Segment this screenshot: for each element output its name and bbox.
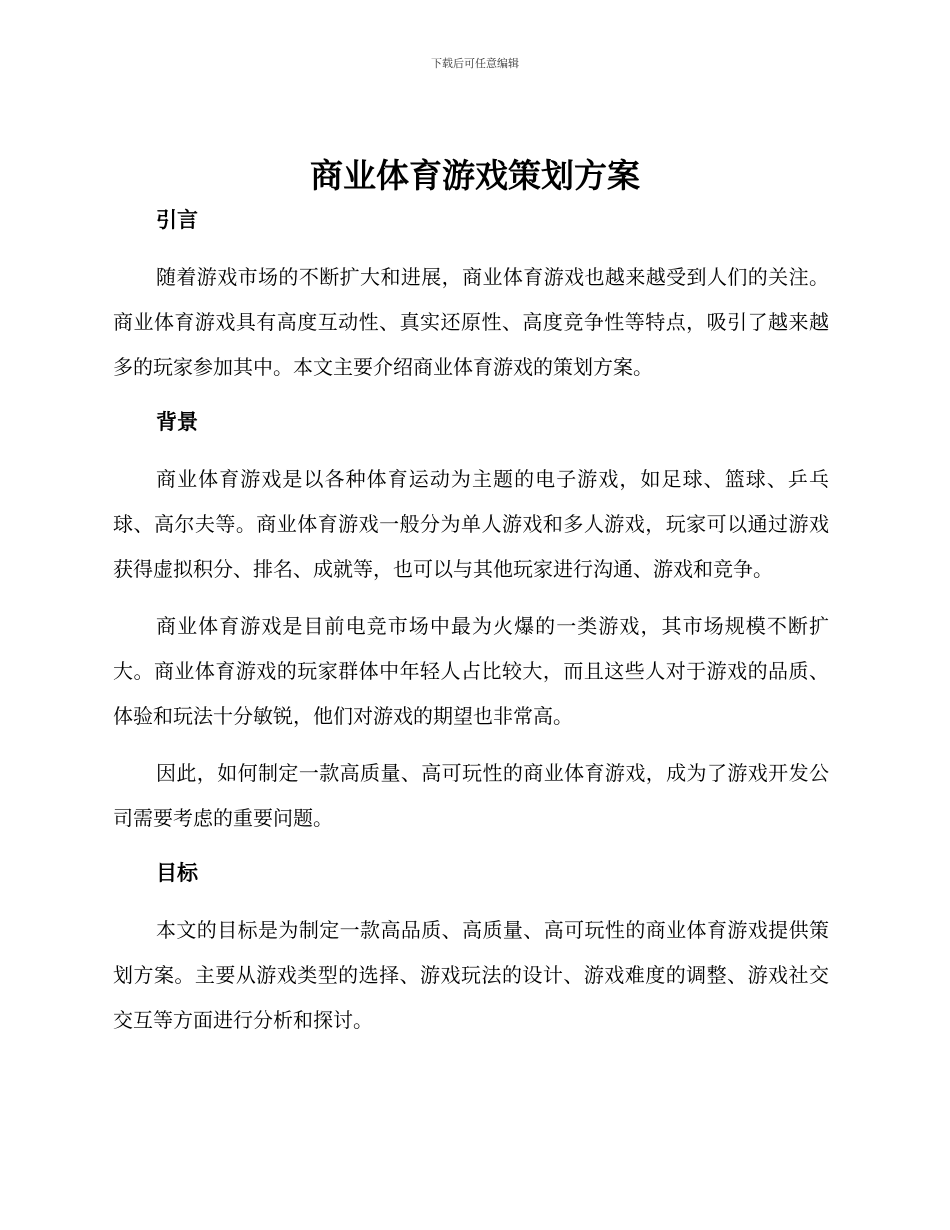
paragraph: 商业体育游戏是以各种体育运动为主题的电子游戏，如足球、篮球、乒乓球、高尔夫等。商业体育游戏一般分为单人游戏和多人游戏，玩家可以通过游戏获得虚拟积分、排名、成就等，也可以与其他玩家进行沟通、游戏和竞争。 — [113, 467, 829, 581]
paragraph: 本文的目标是为制定一款高品质、高质量、高可玩性的商业体育游戏提供策划方案。主要从游戏类型的选择、游戏玩法的设计、游戏难度的调整、游戏社交交互等方面进行分析和探讨。 — [113, 918, 829, 1032]
paragraph: 因此，如何制定一款高质量、高可玩性的商业体育游戏，成为了游戏开发公司需要考虑的重要问题。 — [113, 761, 829, 830]
paragraph: 随着游戏市场的不断扩大和进展，商业体育游戏也越来越受到人们的关注。商业体育游戏具有高度互动性、真实还原性、高度竞争性等特点，吸引了越来越多的玩家参加其中。本文主要介绍商业体育游戏的策划方案。 — [113, 265, 829, 379]
section-heading-background: 背景 — [156, 410, 198, 434]
section-heading-goal: 目标 — [156, 861, 198, 885]
header-note: 下载后可任意编辑 — [431, 57, 519, 70]
section-intro — [113, 200, 829, 390]
section-heading-intro: 引言 — [156, 208, 198, 232]
paragraph: 商业体育游戏是目前电竞市场中最为火爆的一类游戏，其市场规模不断扩大。商业体育游戏的玩家群体中年轻人占比较大，而且这些人对于游戏的品质、体验和玩法十分敏锐，他们对游戏的期望也非常高。 — [113, 614, 829, 728]
section-background — [113, 402, 829, 841]
section-goal — [113, 853, 829, 1043]
document-body — [113, 200, 829, 1043]
document-title: 商业体育游戏策划方案 — [310, 156, 640, 195]
